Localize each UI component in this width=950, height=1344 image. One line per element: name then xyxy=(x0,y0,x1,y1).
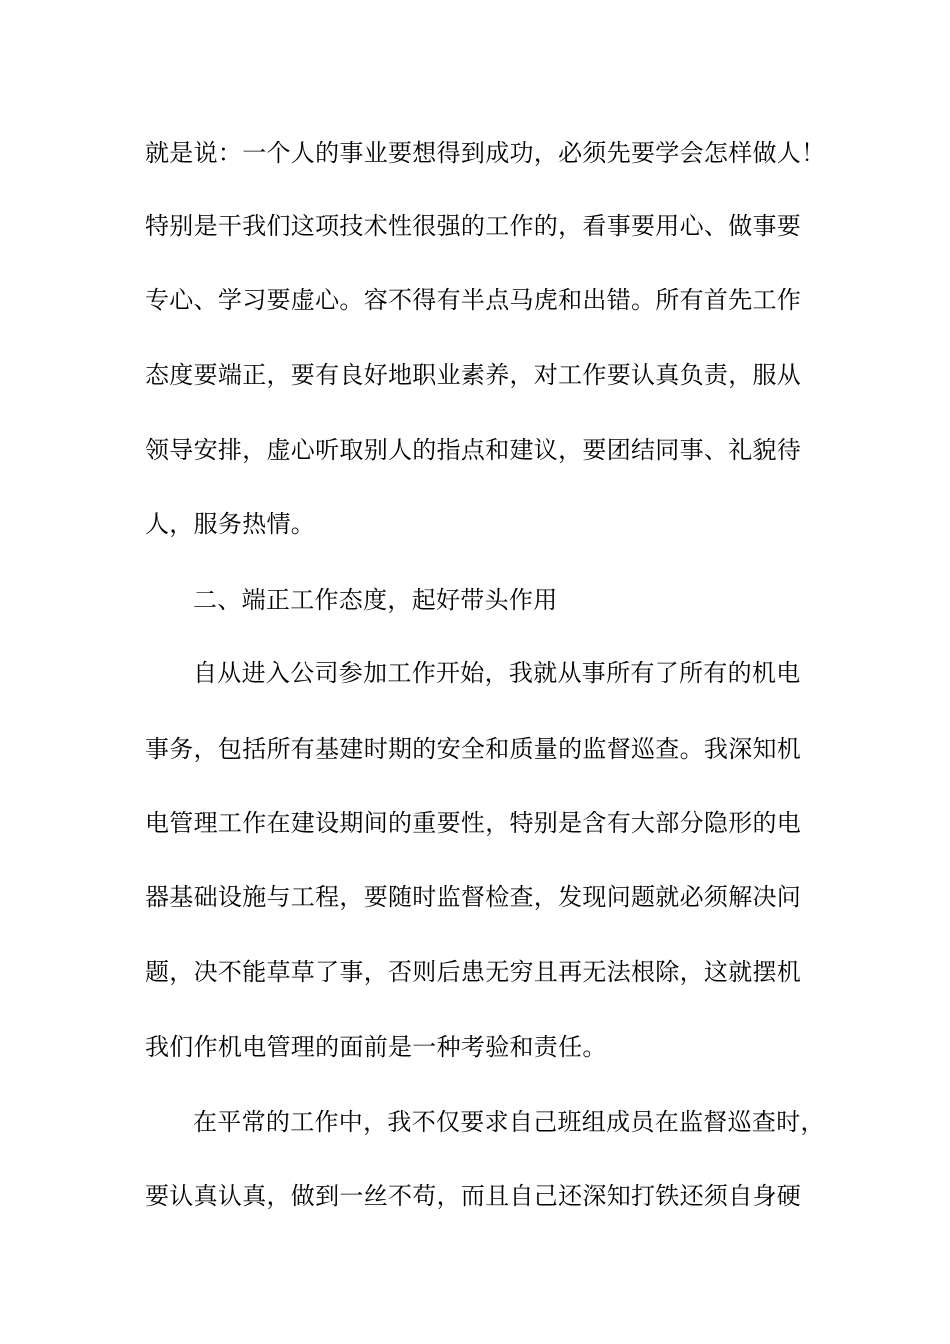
paragraph-line: 我们作机电管理的面前是一种考验和责任。 xyxy=(145,1033,607,1061)
paragraph-line: 电管理工作在建设期间的重要性，特别是含有大部分隐形的电 xyxy=(145,809,802,837)
paragraph-line: 态度要端正，要有良好地职业素养，对工作要认真负责，服从 xyxy=(145,361,802,389)
paragraph-line: 专心、学习要虚心。容不得有半点马虎和出错。所有首先工作 xyxy=(145,286,802,314)
section-heading: 二、端正工作态度，起好带头作用 xyxy=(193,586,558,614)
paragraph-line: 要认真认真，做到一丝不苟，而且自己还深知打铁还须自身硬 xyxy=(145,1182,802,1210)
paragraph-line: 在平常的工作中，我不仅要求自己班组成员在监督巡查时， xyxy=(193,1108,825,1136)
paragraph-line: 器基础设施与工程，要随时监督检查，发现问题就必须解决问 xyxy=(145,883,802,911)
paragraph-line: 事务，包括所有基建时期的安全和质量的监督巡查。我深知机 xyxy=(145,735,802,763)
paragraph-line: 特别是干我们这项技术性很强的工作的，看事要用心、做事要 xyxy=(145,212,802,240)
paragraph-line: 人，服务热情。 xyxy=(145,510,316,538)
paragraph-line: 题，决不能草草了事，否则后患无穷且再无法根除，这就摆机 xyxy=(145,958,802,986)
paragraph-line: 自从进入公司参加工作开始，我就从事所有了所有的机电 xyxy=(193,659,801,687)
paragraph-line: 就是说：一个人的事业要想得到成功，必须先要学会怎样做人！ xyxy=(145,139,826,167)
paragraph-line: 领导安排，虚心听取别人的指点和建议，要团结同事、礼貌待 xyxy=(145,436,802,464)
